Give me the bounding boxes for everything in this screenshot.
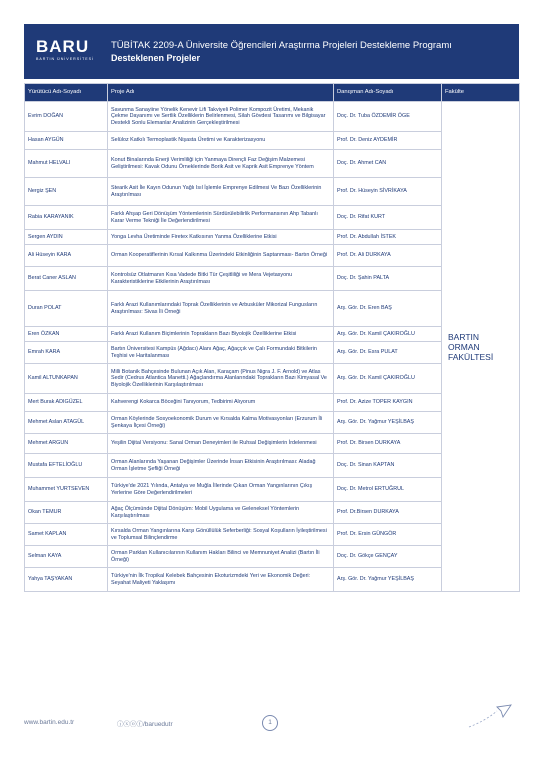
researcher-cell: Emrah KARA: [25, 342, 108, 364]
project-cell: Orman Alanlarında Yaşanan Değişimler Üzerinde İnsan Etkisinin Araştırılması: Aladağ Orman İşletme Şefliği Örneği: [108, 454, 334, 478]
project-cell: Farklı Ahşap Geri Dönüşüm Yöntemlerinin Sürdürülebilirlik Performansının Ahp Tabanlı Karar Verme Tekniği İle Değerlendirilmesi: [108, 206, 334, 230]
researcher-cell: Hasan AYGÜN: [25, 132, 108, 150]
advisor-cell: Doç. Dr. Rifat KURT: [334, 206, 442, 230]
paper-plane-icon: [467, 703, 513, 729]
advisor-cell: Arş. Gör. Dr. Kamil ÇAKIROĞLU: [334, 364, 442, 394]
researcher-cell: Sergen AYDIN: [25, 230, 108, 245]
col-header-project: Proje Adı: [108, 84, 334, 102]
project-cell: Orman Parkları Kullanıcılarının Kullanım Hakları Bilinci ve Memnuniyet Analizi (Bartın İli Örneği): [108, 546, 334, 568]
researcher-cell: Kamil ALTUNKAPAN: [25, 364, 108, 394]
page-title: TÜBİTAK 2209-A Üniversite Öğrencileri Araştırma Projeleri Destekleme Programı: [111, 40, 452, 51]
col-header-advisor: Danışman Adı-Soyadı: [334, 84, 442, 102]
advisor-cell: Prof. Dr. Azize TOPER KAYGIN: [334, 394, 442, 412]
university-logo: [36, 38, 98, 61]
researcher-cell: Mert Burak ADIGÜZEL: [25, 394, 108, 412]
page-header: [24, 24, 519, 79]
researcher-cell: Berat Caner ASLAN: [25, 267, 108, 291]
researcher-cell: Ali Hüseyin KARA: [25, 245, 108, 267]
project-cell: Milli Botanik Bahçesinde Bulunan Açık Alan, Karaçam (Pinus Nigra J. F. Arnold) ve Atlas Sedir (Cedrus Atlantica Manetti.) Ağaçlandırma Alanlarındaki Toprakların Bazı Kimyasal Ve Biyolojik Özelliklerinin Karşılaştırılması: [108, 364, 334, 394]
project-cell: Ağaç Ölçümünde Dijital Dönüşüm: Mobil Uygulama ve Geleneksel Yöntemlerin Karşılaştırılması: [108, 502, 334, 524]
project-cell: Kırsalda Orman Yangınlarına Karşı Gönüllülük Seferberliği: Sosyal Koşulların İyileştirilmesi ve Toplumsal Bilinçlendirme: [108, 524, 334, 546]
advisor-cell: Doç. Dr. Ahmet CAN: [334, 150, 442, 178]
table-header-row: [25, 84, 520, 102]
advisor-cell: Prof. Dr. Ali DURKAYA: [334, 245, 442, 267]
advisor-cell: Doç. Dr. Metrol ERTUĞRUL: [334, 478, 442, 502]
researcher-cell: Mehmet ARGUN: [25, 434, 108, 454]
advisor-cell: Prof. Dr. Deniz AYDEMİR: [334, 132, 442, 150]
researcher-cell: Mehmet Aslan ATAGÜL: [25, 412, 108, 434]
logo-subtitle: BARTIN ÜNİVERSİTESİ: [36, 57, 95, 61]
researcher-cell: Muhammet YURTSEVEN: [25, 478, 108, 502]
page-number: 1: [262, 715, 278, 731]
researcher-cell: Okan TEMUR: [25, 502, 108, 524]
researcher-cell: Yahya TAŞYAKAN: [25, 568, 108, 592]
advisor-cell: Prof. Dr. Hüseyin SİVRİKAYA: [334, 178, 442, 206]
project-cell: Türkiye'nin İlk Tropikal Kelebek Bahçesinin Ekoturizmdeki Yeri ve Ekonomik Değeri: Seyahat Maliyeti Yaklaşımı: [108, 568, 334, 592]
faculty-cell: BARTIN ORMAN FAKÜLTESİ: [442, 102, 520, 592]
advisor-cell: Doç. Dr. Şahin PALTA: [334, 267, 442, 291]
advisor-cell: Arş. Gör. Dr. Eren BAŞ: [334, 291, 442, 327]
page-footer: [24, 713, 519, 737]
advisor-cell: Prof. Dr.Birsen DURKAYA: [334, 502, 442, 524]
advisor-cell: Arş. Gör. Dr. Kamil ÇAKIROĞLU: [334, 327, 442, 342]
researcher-cell: Rabia KARAYANIK: [25, 206, 108, 230]
project-cell: Yonga Levha Üretiminde Firetex Katkısının Yanma Özelliklerine Etkisi: [108, 230, 334, 245]
project-cell: Selüloz Katkılı Termoplastik Nişasta Üretimi ve Karakterizasyonu: [108, 132, 334, 150]
project-cell: Farklı Arazi Kullanım Biçimlerinin Toprakların Bazı Biyolojik Özelliklerine Etkisi: [108, 327, 334, 342]
project-cell: Konut Binalarında Enerji Verimliliği için Yanmaya Dirençli Faz Değişim Malzemesi Geliştirilmesi: Kavak Odunu Örneklerinde Borik Asit ve Kaprik Asit Emprenye Yöntem: [108, 150, 334, 178]
researcher-cell: Samet KAPLAN: [25, 524, 108, 546]
researcher-cell: Duran POLAT: [25, 291, 108, 327]
advisor-cell: Arş. Gör. Dr. Yağmur YEŞİLBAŞ: [334, 568, 442, 592]
advisor-cell: Doç. Dr. Tuba ÖZDEMİR ÖGE: [334, 102, 442, 132]
col-header-faculty: Fakülte: [442, 84, 520, 102]
footer-social-handle[interactable]: ⓘⓧⓞⓕ/baruedutr: [117, 721, 173, 728]
col-header-researcher: Yürütücü Adı-Soyadı: [25, 84, 108, 102]
advisor-cell: Arş. Gör. Dr. Esra PULAT: [334, 342, 442, 364]
project-cell: Stearik Asit İle Kayın Odunun Yağlı Isıl İşlemle Emprenye Edilmesi Ve Bazı Özelliklerinin Araştırılması: [108, 178, 334, 206]
project-cell: Bartın Üniversitesi Kampüs (Ağdacı) Alanı Ağaç, Ağaççık ve Çalı Formundaki Bitkilerin Teşhisi ve Haritalanması: [108, 342, 334, 364]
advisor-cell: Prof. Dr. Birsen DURKAYA: [334, 434, 442, 454]
project-cell: Kontrolsüz Otlatmanın Kısa Vadede Bitki Tür Çeşitliliği ve Mera Vejetasyonu Karakteristiklerine Etkilerinin Araştırılması: [108, 267, 334, 291]
project-cell: Yeşilin Dijital Versiyonu: Sanal Orman Deneyimleri ile Ruhsal Değişimlerin İrdelenmesi: [108, 434, 334, 454]
project-cell: Savunma Sanayiine Yönelik Kenevir Lifi Takviyeli Polimer Kompozit Üretimi, Mekanik Çekme Dayanımı ve Sertlik Özelliklerin Belirlenmesi, Silah Gövdesi Tasarımı ve Bilgisayar Destekli Sonlu Elemanlar Analizinin Gerçekleştirilmesi: [108, 102, 334, 132]
advisor-cell: Arş. Gör. Dr. Yağmur YEŞİLBAŞ: [334, 412, 442, 434]
project-cell: Orman Kooperatiflerinin Kırsal Kalkınma Üzerindeki Etkinliğinin Saptanması- Bartın Örneği: [108, 245, 334, 267]
researcher-cell: Selman KAYA: [25, 546, 108, 568]
page-subtitle: Desteklenen Projeler: [111, 53, 201, 63]
advisor-cell: Doç. Dr. Gökçe GENÇAY: [334, 546, 442, 568]
project-cell: Farklı Arazi Kullanımlarındaki Toprak Özelliklerinin ve Arbusküler Mikorizal Fungusların Araştırılması: Sivas İli Örneği: [108, 291, 334, 327]
advisor-cell: Prof. Dr. Ersin GÜNGÖR: [334, 524, 442, 546]
footer-url[interactable]: www.bartin.edu.tr: [24, 719, 75, 726]
projects-table: [24, 83, 520, 592]
researcher-cell: Nergiz ŞEN: [25, 178, 108, 206]
researcher-cell: Mahmut HELVALI: [25, 150, 108, 178]
advisor-cell: Prof. Dr. Abdullah İSTEK: [334, 230, 442, 245]
researcher-cell: Eren ÖZKAN: [25, 327, 108, 342]
researcher-cell: Mustafa EFTELİOĞLU: [25, 454, 108, 478]
advisor-cell: Doç. Dr. Sinan KAPTAN: [334, 454, 442, 478]
researcher-cell: Evrim DOĞAN: [25, 102, 108, 132]
project-cell: Orman Köylerinde Sosyoekonomik Durum ve Kırsalda Kalma Motivasyonları (Erzurum İli Şenkaya İlçesi Örneği): [108, 412, 334, 434]
logo-wordmark: BARU: [36, 37, 90, 56]
project-cell: Türkiye'de 2021 Yılında, Antalya ve Muğla İllerinde Çıkan Orman Yangınlarının Çıkış Yerlerine Göre Değerlendirilmeleri: [108, 478, 334, 502]
table-row: [25, 102, 520, 132]
project-cell: Kahverengi Kokarca Böceğini Tanıyorum, Tedbirimi Alıyorum: [108, 394, 334, 412]
